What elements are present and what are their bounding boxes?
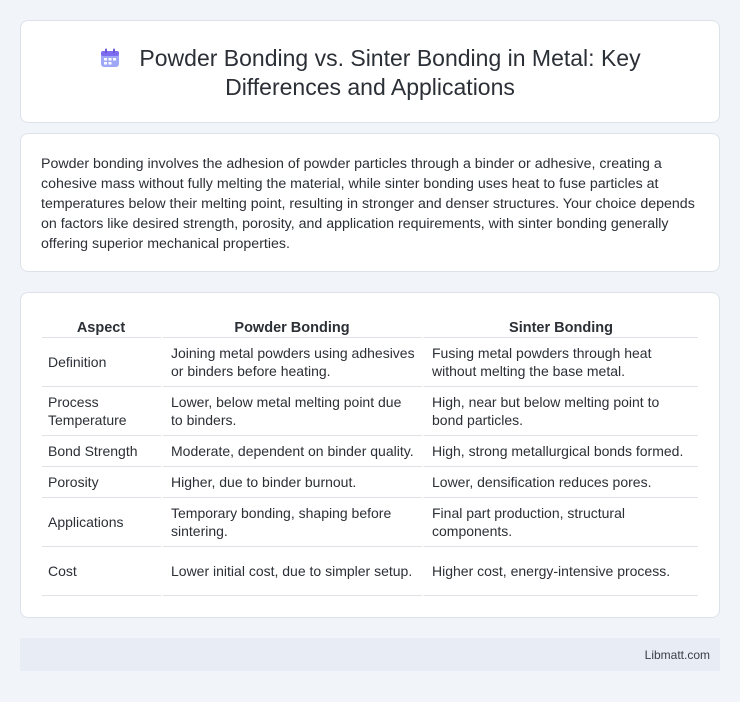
table-row xyxy=(42,498,698,547)
table-row xyxy=(42,547,698,596)
cell-powder: Higher, due to binder burnout. xyxy=(163,467,424,498)
comparison-table-card xyxy=(20,292,720,618)
header-sinter-bonding: Sinter Bonding xyxy=(424,314,698,338)
header-powder-bonding: Powder Bonding xyxy=(163,314,424,338)
cell-powder: Temporary bonding, shaping before sintering. xyxy=(163,498,424,547)
intro-card xyxy=(20,133,720,272)
footer-site-link[interactable]: Libmatt.com xyxy=(644,648,710,662)
page-title-block xyxy=(21,44,719,102)
cell-sinter: Higher cost, energy-intensive process. xyxy=(424,547,698,596)
table-row xyxy=(42,467,698,498)
table-row xyxy=(42,387,698,436)
cell-powder: Lower initial cost, due to simpler setup. xyxy=(163,547,424,596)
cell-aspect: Cost xyxy=(42,547,163,596)
cell-aspect: Bond Strength xyxy=(42,436,163,467)
calendar-icon xyxy=(99,47,121,69)
cell-sinter: Lower, densification reduces pores. xyxy=(424,467,698,498)
cell-powder: Joining metal powders using adhesives or binders before heating. xyxy=(163,338,424,387)
cell-sinter: Final part production, structural components. xyxy=(424,498,698,547)
cell-aspect: Process Temperature xyxy=(42,387,163,436)
intro-paragraph: Powder bonding involves the adhesion of powder particles through a binder or adhesive, creating a cohesive mass without fully melting the material, while sinter bonding uses heat to fuse particles at temperatures below their melting point, resulting in stronger and denser structures. Your choice depends on factors like desired strength, porosity, and application requirements, with sinter bonding generally offering superior mechanical properties. xyxy=(41,156,695,252)
cell-sinter: High, strong metallurgical bonds formed. xyxy=(424,436,698,467)
cell-powder: Lower, below metal melting point due to binders. xyxy=(163,387,424,436)
header-aspect: Aspect xyxy=(42,314,163,338)
table-header-row xyxy=(42,314,698,338)
cell-sinter: High, near but below melting point to bond particles. xyxy=(424,387,698,436)
comparison-table xyxy=(42,314,698,596)
table-row xyxy=(42,436,698,467)
title-card xyxy=(20,20,720,123)
table-row xyxy=(42,338,698,387)
cell-aspect: Definition xyxy=(42,338,163,387)
cell-aspect: Porosity xyxy=(42,467,163,498)
cell-powder: Moderate, dependent on binder quality. xyxy=(163,436,424,467)
footer xyxy=(20,638,720,671)
page-title: Powder Bonding vs. Sinter Bonding in Metal: Key Differences and Applications xyxy=(139,45,641,100)
cell-aspect: Applications xyxy=(42,498,163,547)
cell-sinter: Fusing metal powders through heat without melting the base metal. xyxy=(424,338,698,387)
